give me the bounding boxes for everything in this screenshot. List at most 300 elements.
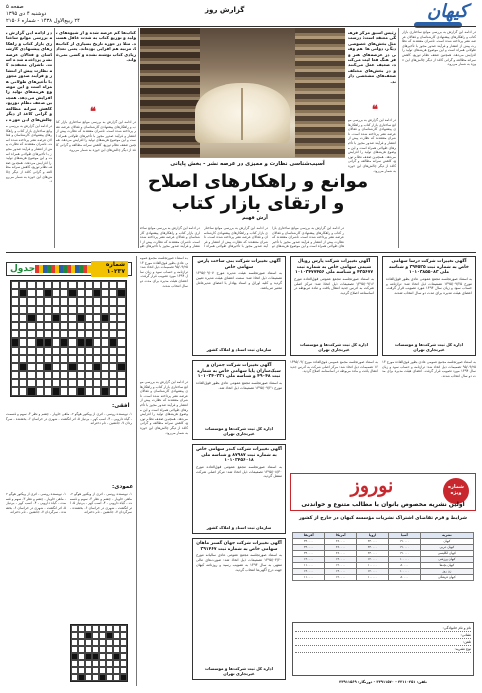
crossword-cell	[109, 289, 117, 297]
crossword-cell	[77, 297, 85, 305]
crossword-cell	[99, 639, 106, 646]
issue-number: ۲۴ ربیع‌الاول ۱۴۳۸ - شماره ۲۱۵۰۶	[6, 17, 80, 24]
crossword-cell	[85, 347, 93, 355]
kayhan-logo: کیهان	[426, 1, 468, 22]
crossword-cell	[60, 347, 68, 355]
crossword-cell	[85, 371, 93, 379]
crossword-cell	[85, 330, 93, 338]
crossword-cell	[109, 330, 117, 338]
crossword-cell	[19, 330, 27, 338]
crossword-cell	[36, 314, 44, 322]
crossword-cell	[117, 314, 125, 322]
crossword-cell	[44, 371, 52, 379]
crossword-cell	[78, 667, 85, 674]
crossword-cell	[11, 306, 19, 314]
crossword-cell	[113, 632, 120, 639]
crossword-cell	[52, 330, 60, 338]
crossword-cell	[11, 379, 19, 387]
column-divider	[398, 28, 399, 248]
table-cell: ۲۶۰۰۰۰	[325, 545, 357, 551]
crossword-cell	[101, 297, 109, 305]
crossword-cell	[52, 347, 60, 355]
subscription-form	[292, 622, 474, 676]
crossword-cell	[99, 667, 106, 674]
crossword-cell	[27, 330, 35, 338]
legal-ad: آگهی تغییرات شرکت کندر سهامی خاص به شماره ثبت ۸۷۹۸۷ و شناسه ملی ۱۰۱۰۲۴۵۶۰۱۸ به استناد صورتجلسه مجمع عمومی فوق‌العاده مورخ ۱۳۹۵/۰۸/۳۰ تصمیمات ذیل اتخاذ شد: مرکز اصلی شرکت منتقل گردید. سازمان ثبت اسناد و املاک کشور	[192, 444, 286, 534]
crossword-cell	[52, 371, 60, 379]
crossword-cell	[117, 330, 125, 338]
table-cell: ۱۴۰۰۰۰	[325, 557, 357, 563]
supplement-badge: شماره ویژه	[443, 478, 469, 504]
crossword-cell	[52, 338, 60, 346]
crossword-cell	[109, 338, 117, 346]
crossword-cell	[120, 639, 127, 646]
crossword-cell	[27, 289, 35, 297]
crossword-cell	[44, 306, 52, 314]
crossword-cell	[99, 625, 106, 632]
crossword-cell	[117, 289, 125, 297]
crossword-cell	[99, 653, 106, 660]
crossword-cell	[44, 379, 52, 387]
crossword-cell	[109, 355, 117, 363]
crossword-cell	[109, 322, 117, 330]
crossword-cell	[85, 281, 93, 289]
crossword-cell	[109, 314, 117, 322]
crossword-cell	[113, 639, 120, 646]
form-field[interactable]: نوع نشریه:	[295, 646, 471, 653]
crossword-cell	[120, 674, 127, 681]
table-cell: ۲۶۰۰۰۰	[325, 539, 357, 545]
crossword-cell	[52, 314, 60, 322]
table-cell: ۱۹۰۰۰۰	[388, 551, 420, 557]
supplement-title: نوروز	[350, 475, 394, 497]
table-cell: ۲۴۰۰۰۰	[293, 545, 325, 551]
crossword-cell	[71, 667, 78, 674]
crossword-cell	[85, 306, 93, 314]
table-header: اروپا	[357, 533, 389, 539]
crossword-cell	[60, 322, 68, 330]
crossword-cell	[68, 322, 76, 330]
crossword-cell	[85, 314, 93, 322]
book-spine	[241, 88, 243, 140]
crossword-cell	[85, 660, 92, 667]
form-field[interactable]: نشانی:	[295, 632, 471, 639]
crossword-cell	[85, 322, 93, 330]
crossword-number: شماره ۱۰۲۳۷	[91, 261, 128, 277]
crossword-cell	[109, 347, 117, 355]
crossword-cell	[11, 387, 19, 395]
table-cell: ۱۰۰۰۰۰	[388, 557, 420, 563]
crossword-cell	[109, 297, 117, 305]
crossword-cell	[36, 379, 44, 387]
table-cell: کیهان ورزشی	[420, 557, 473, 563]
crossword-cell	[60, 338, 68, 346]
crossword-cell	[85, 632, 92, 639]
crossword-cell	[113, 660, 120, 667]
crossword-cell	[78, 639, 85, 646]
crossword-cell	[19, 355, 27, 363]
crossword-cell	[44, 338, 52, 346]
crossword-cell	[77, 338, 85, 346]
crossword-cell	[106, 632, 113, 639]
headline: موانع و راهکارهای اصلاح	[147, 171, 369, 192]
table-cell: ۲۳۰۰۰۰	[357, 551, 389, 557]
crossword-cell	[27, 281, 35, 289]
article-column-right: در ادامه این گزارش به بررسی موانع ساختاری بازار کتاب و راهکارهای پیشنهادی کارشناسان و فعالان عرصه نشر پرداخته شده است. ناشران معتقدند که نظارت پیش از انتشار و فرآیند صدور مجوز با تأخیرهای طولانی همراه است و این موضوع هزینه‌های تولید را افزایش می‌دهد. همچنین ضعف نظام توزیع، کاهش سرانه مطالعه و گرانی کاغذ از دیگر چالش‌های این حوزه به شمار می‌رود.	[402, 30, 476, 67]
column-divider	[138, 28, 139, 248]
crossword-cell	[36, 363, 44, 371]
crossword-cell	[52, 355, 60, 363]
crossword-cell	[27, 379, 35, 387]
table-cell: ۲۶۰۰۰۰	[325, 551, 357, 557]
table-header: نشریه	[420, 533, 473, 539]
table-cell: ۲۴۰۰۰۰	[293, 551, 325, 557]
crossword-cell	[85, 338, 93, 346]
article-column-left: در ادامه این گزارش به بررسی موانع ساختاری بازار کتاب و راهکارهای پیشنهادی کارشناسان و فعالان عرصه نشر پرداخته شده است. ناشران معتقدند که نظارت پیش از انتشار و فرآیند صدور مجوز با تأخیرهای طولانی همراه است و این موضوع هزینه‌های تولید را افزایش می‌دهد. همچنین ضعف نظام توزیع، کاهش سرانه مطالعه و گرانی کاغذ از دیگر چالش‌های این حوزه ب	[6, 30, 52, 122]
crossword-cell	[19, 314, 27, 322]
crossword-cell	[85, 646, 92, 653]
crossword-cell	[36, 371, 44, 379]
crossword-cell	[68, 379, 76, 387]
crossword-cell	[68, 297, 76, 305]
crossword-cell	[85, 667, 92, 674]
crossword-cell	[85, 639, 92, 646]
crossword-cell	[71, 646, 78, 653]
table-cell: ۱۳۰۰۰۰	[293, 557, 325, 563]
subscription-title: شرایط و فرم تقاضای اشتراک نشریات مؤسسه کیهان در خارج از کشور	[299, 516, 467, 521]
header-rule	[6, 26, 476, 27]
crossword-cell	[19, 289, 27, 297]
crossword-cell	[92, 625, 99, 632]
table-cell: ۸۰۰۰۰	[388, 575, 420, 581]
crossword-cell	[93, 306, 101, 314]
crossword-cell	[60, 363, 68, 371]
crossword-cell	[44, 330, 52, 338]
crossword-cell	[120, 632, 127, 639]
crossword-cell	[27, 338, 35, 346]
down-title: عمودی:	[112, 484, 134, 490]
crossword-cell	[92, 653, 99, 660]
crossword-cell	[19, 297, 27, 305]
crossword-cell	[36, 297, 44, 305]
crossword-cell	[77, 289, 85, 297]
crossword-cell	[85, 355, 93, 363]
crossword-cell	[19, 363, 27, 371]
table-cell: زن روز	[420, 569, 473, 575]
crossword-cell	[101, 322, 109, 330]
crossword-cell	[60, 297, 68, 305]
crossword-cell	[68, 371, 76, 379]
article-column-right-2: در ادامه این گزارش به بررسی موانع ساختاری بازار کتاب و راهکارهای پیشنهادی کارشناسان و فعالان عرصه نشر پرداخته شده است. ناشران معتقدند که نظارت پیش از انتشار و فرآیند صدور مجوز با تأخیرهای طولانی همراه است و این موضوع هزینه‌های تولید را افزایش می‌دهد. همچنین ضعف نظام توزیع، کاهش سرانه مطالعه و گرانی کاغذ از دیگر چالش‌های این حوزه به شمار می‌رود.	[348, 118, 396, 173]
crossword-cell	[19, 347, 27, 355]
crossword-cell	[19, 281, 27, 289]
crossword-cell	[106, 667, 113, 674]
crossword-cell	[101, 363, 109, 371]
crossword-cell	[71, 674, 78, 681]
crossword-cell	[60, 289, 68, 297]
crossword-cell	[93, 281, 101, 289]
crossword-cell	[78, 660, 85, 667]
crossword-cell	[19, 338, 27, 346]
table-header: آسیا	[388, 533, 420, 539]
table-cell: ۱۱۰۰۰۰	[293, 575, 325, 581]
crossword-cell	[109, 387, 117, 395]
legal-ad: آگهی تغییرات شرکت پارس رویال شیمی سهامی خاص به شماره ثبت ۴۲۵۶۷۷ و شناسه ملی ۱۰۱۰۳۴۷۷۴۵۶ به استناد صورتجلسه مجمع عمومی فوق‌العاده مورخ ۱۳۹۵/۰۹/۱۶ تصمیمات ذیل اتخاذ شد: مرکز اصلی شرکت به آدرس جدید انتقال یافت و ماده مربوطه در اساسنامه اصلاح گردید. اداره کل ثبت شرکت‌ها و موسسات غیرتجاری تهران	[290, 256, 378, 356]
crossword-cell	[44, 297, 52, 305]
crossword-cell	[52, 387, 60, 395]
supplement-ad[interactable]	[290, 473, 476, 511]
crossword-cell	[120, 667, 127, 674]
crossword-cell	[92, 646, 99, 653]
crossword-cell	[101, 347, 109, 355]
crossword-cell	[19, 387, 27, 395]
subscription-table	[292, 532, 474, 581]
crossword-cell	[19, 306, 27, 314]
table-cell: ۱۴۰۰۰۰	[325, 569, 357, 575]
crossword-cell	[36, 387, 44, 395]
crossword-cell	[117, 281, 125, 289]
crossword-cell	[99, 632, 106, 639]
logo-ribbon	[414, 22, 462, 28]
crossword-cell	[36, 330, 44, 338]
crossword-cell	[71, 632, 78, 639]
crossword-cell	[120, 660, 127, 667]
crossword-cell	[93, 371, 101, 379]
pull-quote-right: رئیس اسبق مرکز فرهنگی معتقد است: درست مثل بخش‌های خصوصی دیگر، دولتی‌ها هم وقتی در عرصه‌های هنر و فرهنگ فعالیت می‌کنند، ضعیف عمل می‌کنند و در بخش‌های مختلف ضعف‌های مشخصی دارند.	[348, 30, 396, 84]
crossword-cell	[11, 371, 19, 379]
crossword-cell	[85, 387, 93, 395]
crossword-cell	[52, 289, 60, 297]
crossword-cell	[93, 363, 101, 371]
crossword-cell	[106, 625, 113, 632]
crossword-cell	[93, 338, 101, 346]
crossword-cell	[60, 379, 68, 387]
crossword-cell	[11, 347, 19, 355]
legal-ad: آگهی تغییرات شرکت جمران و سبک‌سازان پایا سهامی خاص به شماره ثبت ۴۹۰۴۸ و شناسه ملی ۱۰۱۰۳۴۰۲۳۱ به استناد صورتجلسه مجمع عمومی عادی بطور فوق‌العاده مورخ ۱۳۹۵/۰۹/۲۱ تصمیمات ذیل اتخاذ شد. اداره کل ثبت شرکت‌ها و موسسات غیرتجاری تهران	[192, 360, 286, 440]
issue-date: دوشنبه ۴ دی ۱۳۹۵	[6, 10, 47, 17]
crossword-cell	[113, 653, 120, 660]
table-cell: کیهان	[420, 539, 473, 545]
crossword-cell	[68, 281, 76, 289]
crossword-cell	[36, 355, 44, 363]
crossword-cell	[27, 322, 35, 330]
crossword-cell	[44, 322, 52, 330]
ad-text-column: در ادامه این گزارش به بررسی موانع ساختاری بازار کتاب و راهکارهای پیشنهادی کارشناسان و فعالان عرصه نشر پرداخته شده است. ناشران معتقدند که نظارت پیش از انتشار و فرآیند صدور مجوز با تأخیرهای طولانی همراه است و این موضوع هزینه‌های تولید را افزایش می‌دهد. همچنین ضعف نظام توزیع، کاهش سرانه مطالعه و گرانی کاغذ از دیگر چالش‌های این حوزه به شمار می‌رود.	[140, 380, 188, 435]
crossword-cell	[117, 371, 125, 379]
crossword-cell	[101, 330, 109, 338]
crossword-cell	[92, 674, 99, 681]
crossword-cell	[109, 281, 117, 289]
table-cell: ۱۱۰۰۰۰	[293, 563, 325, 569]
table-cell: ۸۰۰۰۰	[388, 563, 420, 569]
crossword-cell	[11, 297, 19, 305]
crossword-cell	[60, 306, 68, 314]
crossword-cell	[93, 322, 101, 330]
crossword-cell	[85, 289, 93, 297]
crossword-cell	[52, 297, 60, 305]
crossword-cell	[85, 363, 93, 371]
crossword-cell	[44, 355, 52, 363]
crossword-cell	[93, 297, 101, 305]
crossword-cell	[92, 660, 99, 667]
crossword-cell	[44, 289, 52, 297]
crossword-cell	[11, 281, 19, 289]
crossword-cell	[19, 379, 27, 387]
crossword-cell	[11, 314, 19, 322]
crossword-cell	[60, 314, 68, 322]
crossword-cell	[109, 371, 117, 379]
crossword-cell	[11, 289, 19, 297]
crossword-cell	[101, 281, 109, 289]
table-cell: ۱۳۰۰۰۰	[293, 569, 325, 575]
crossword-cell	[77, 363, 85, 371]
crossword-cell	[11, 330, 19, 338]
crossword-cell	[92, 632, 99, 639]
crossword-cell	[113, 625, 120, 632]
crossword-cell	[60, 281, 68, 289]
crossword-cell	[93, 347, 101, 355]
form-field[interactable]: نام و نام خانوادگی:	[295, 625, 471, 632]
crossword-cell	[92, 667, 99, 674]
table-cell: کیهان انگلیسی	[420, 551, 473, 557]
crossword-cell	[78, 674, 85, 681]
crossword-cell	[68, 289, 76, 297]
crossword-cell	[52, 322, 60, 330]
crossword-cell	[27, 314, 35, 322]
book-stack-right	[295, 28, 345, 158]
table-row	[293, 575, 474, 581]
crossword-cell	[71, 660, 78, 667]
quote-icon: ❝	[372, 103, 378, 116]
crossword-cell	[27, 363, 35, 371]
article-continuation: در ادامه این گزارش به بررسی موانع ساختاری بازار کتاب و راهکارهای پیشنهادی کارشناسان و فعالان عرصه نشر پرداخته شده است. ناشران معتقدند که نظارت پیش از انتشار و فرآیند صدور مجوز با تأخیرهای طولانی همراه ا	[204, 226, 268, 248]
crossword-cell	[71, 625, 78, 632]
page-label: صفحه ۵	[6, 4, 24, 10]
crossword-cell	[117, 306, 125, 314]
crossword-cell	[85, 297, 93, 305]
crossword-cell	[77, 355, 85, 363]
crossword-cell	[117, 387, 125, 395]
article-continuation: در ادامه این گزارش به بررسی موانع ساختاری بازار کتاب و راهکارهای پیشنهادی کارشناسان و فعالان عرصه نشر پرداخته شده است. ناشران معتقدند که نظارت پیش از انتشار و فرآیند صدور مجوز با تأخیرهای طو	[140, 226, 200, 248]
crossword-cell	[77, 314, 85, 322]
crossword-cell	[117, 379, 125, 387]
crossword-cell	[71, 653, 78, 660]
crossword-cell	[85, 674, 92, 681]
crossword-cell	[36, 338, 44, 346]
crossword-cell	[68, 330, 76, 338]
table-cell: ۱۲۰۰۰۰	[357, 569, 389, 575]
crossword-cell	[120, 625, 127, 632]
crossword-cell	[27, 306, 35, 314]
crossword-cell	[44, 281, 52, 289]
crossword-cell	[68, 306, 76, 314]
crossword-grid	[10, 280, 127, 397]
form-field[interactable]: تلفن:	[295, 639, 471, 646]
books-photo	[140, 28, 345, 158]
crossword-cell	[93, 289, 101, 297]
ad-text-column: به استناد صورتجلسه مجمع عمومی عادی بطور فوق‌العاده مورخ ۱۳۹۵/۰۹/۲۵ تصمیمات ذیل اتخاذ شد: ترازنامه و حساب سود و زیان سال ۱۳۹۴ مورد تصویب قرار گرفت. اعضای هیئت مدیره برای مدت دو سال انتخاب شدند.	[140, 256, 188, 288]
crossword-cell	[60, 371, 68, 379]
table-cell: ۲۳۰۰۰۰	[357, 539, 389, 545]
column-divider	[54, 28, 55, 248]
crossword-cell	[113, 674, 120, 681]
across-title: افقی:	[112, 403, 130, 409]
table-cell: ۱۲۰۰۰۰	[357, 557, 389, 563]
crossword-cell	[120, 646, 127, 653]
crossword-cell	[99, 660, 106, 667]
crossword-cell	[101, 314, 109, 322]
crossword-cell	[44, 387, 52, 395]
table-cell: ۱۲۰۰۰۰	[325, 575, 357, 581]
pull-quote-left: کتاب‌ها کم عرضه شده و از شیوه‌های تولید و توزیع کتاب به شدت غافل هستند. مثلا در حوزه تاریخ بسیاری از کتاب‌ها، مرتبه هم افزایی بوده‌اند. یعنی تعداد زیادی کتاب نوشته نشده و کسی نمی‌خواند.	[56, 30, 136, 63]
crossword-cell	[109, 363, 117, 371]
crossword-cell	[93, 387, 101, 395]
down-clues-2: ۱- نویسنده روسی - اثری از ویکتور هوگو ۲- ماهی خاویار - چشم و نظر ۳- سهم و قسمت - گیاه دارویی - ۴- اسب کهر - بی‌نیاز ۵- اثر انگشت - شهری در خراسان ۶- بخشنده - سرگردان ۷- جانشین - نام دخترانه	[70, 492, 132, 515]
table-cell: کیهان عربی	[420, 545, 473, 551]
crossword-cell	[78, 646, 85, 653]
headline: و ارتقای بازار کتاب	[171, 193, 345, 214]
crossword-cell	[92, 639, 99, 646]
crossword-cell	[106, 646, 113, 653]
section-title: گزارش روز	[205, 6, 245, 14]
crossword-cell	[60, 387, 68, 395]
table-cell: ۱۲۰۰۰۰	[325, 563, 357, 569]
crossword-cell	[93, 355, 101, 363]
crossword-cell	[117, 363, 125, 371]
crossword-header	[6, 262, 132, 276]
crossword-cell	[101, 355, 109, 363]
crossword-cell	[60, 355, 68, 363]
table-cell: ۲۳۰۰۰۰	[357, 545, 389, 551]
crossword-cell	[19, 322, 27, 330]
crossword-cell	[117, 322, 125, 330]
crossword-cell	[85, 625, 92, 632]
crossword-cell	[52, 281, 60, 289]
across-clues: ۱- نویسنده روسی - اثری از ویکتور هوگو ۲- ماهی خاویار - چشم و نظر ۳- سهم و قسمت - گیاه دارویی - ۴- اسب کهر - بی‌نیاز ۵- اثر انگشت - شهری در خراسان ۶- بخشنده - سرگردان ۷- جانشین - نام دخترانه	[6, 412, 132, 426]
crossword-cell	[77, 322, 85, 330]
legal-ad: آگهی تغییرات شرکت جهان گستر ماهان سهامی خاص به شماره ثبت ۳۹۱۴۶۷ به استناد صورتجلسه مجمع عمومی عادی سالیانه مورخ ۱۳۹۵/۰۴/۲۰ تصمیمات ذیل اتخاذ شد: صورت‌های مالی منتهی به سال ۱۳۹۴ به تصویب رسید و روزنامه کیهان جهت درج آگهی‌ها انتخاب گردید. اداره کل ثبت شرکت‌ها و موسسات غیرتجاری تهران	[192, 538, 286, 680]
down-clues: ۱- نویسنده روسی - اثری از ویکتور هوگو ۲- ماهی خاویار - چشم و نظر ۳- سهم و قسمت - گیاه دارویی - ۴- اسب کهر - بی‌نیاز ۵- اثر انگشت - شهری در خراسان ۶- بخشنده - سرگردان ۷- جانشین - نام دخترانه	[6, 492, 66, 515]
crossword-cell	[52, 363, 60, 371]
crossword-cell	[60, 330, 68, 338]
crossword-cell	[85, 653, 92, 660]
crossword-cell	[85, 379, 93, 387]
crossword-cell	[77, 387, 85, 395]
book-stack-left	[140, 28, 200, 158]
crossword-cell	[11, 322, 19, 330]
crossword-cell	[36, 347, 44, 355]
table-cell: کیهان فرهنگی	[420, 575, 473, 581]
crossword-cell	[68, 387, 76, 395]
article-column-left-2: در ادامه این گزارش به بررسی موانع ساختاری بازار کتاب و راهکارهای پیشنهادی کارشناسان و فعالان عرصه نشر پرداخته شده است. ناشران معتقدند که نظارت پیش از انتشار و فرآیند صدور مجوز با تأخیرهای طولانی همراه است و این موضوع هزینه‌های تولید را افزایش می‌دهد. همچنین ضعف نظام توزیع، کاهش سرانه مطالعه و گرانی کاغذ از دیگر چالش‌های این حوزه به شمار می‌رود.	[56, 120, 136, 152]
crossword-cell	[93, 314, 101, 322]
crossword-cell	[120, 653, 127, 660]
crossword-label: جدول	[10, 263, 36, 274]
crossword-cell	[117, 297, 125, 305]
table-cell: ۲۴۰۰۰۰	[293, 539, 325, 545]
table-header: آفریقا	[293, 533, 325, 539]
ad-text-column: به استناد صورتجلسه مجمع عمومی عادی بطور فوق‌العاده مورخ ۱۳۹۵/۰۹/۲۵ تصمیمات ذیل اتخاذ شد: ترازنامه و حساب سود و زیان سال ۱۳۹۴ مورد تصویب قرار گرفت. اعضای هیئت مدیره برای مدت دو سال انتخاب شدند.	[382, 360, 476, 378]
legal-ad: آگهی تغییرات شرکت بنی ساخت پارس سهامی خاص به استناد صورتجلسه هیئت مدیره مورخ ۱۳۹۵/۰۹/۰۷ تصمیمات ذیل اتخاذ شد: سمت اعضای هیئت مدیره تعیین گردید و کلیه اوراق و اسناد بهادار با امضای مدیرعامل معتبر می‌باشد. سازمان ثبت اسناد و املاک کشور	[192, 256, 286, 356]
table-cell: ۱۹۰۰۰۰	[388, 539, 420, 545]
crossword-cell	[27, 347, 35, 355]
crossword-cell	[99, 674, 106, 681]
crossword-cell	[52, 379, 60, 387]
crossword-cell	[36, 289, 44, 297]
table-cell: ۱۰۰۰۰۰	[357, 575, 389, 581]
author-byline: آرش فهیم	[242, 215, 268, 221]
crossword-cell	[99, 646, 106, 653]
